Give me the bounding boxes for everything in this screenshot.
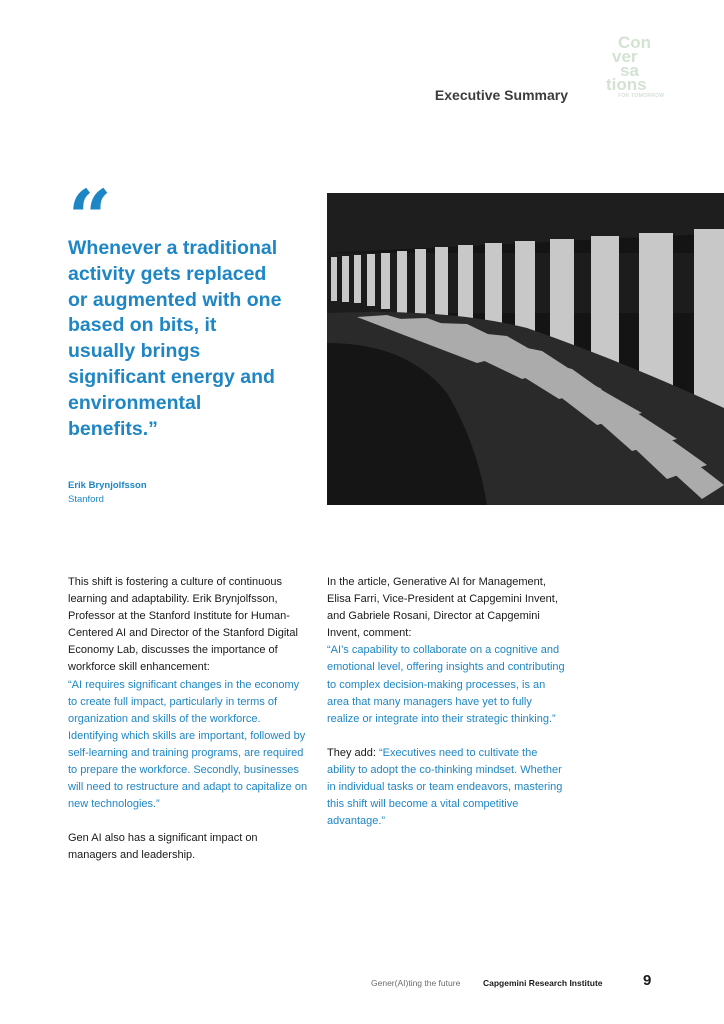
- body-paragraph: [327, 745, 567, 830]
- footer-publisher: Capgemini Research Institute: [483, 978, 603, 988]
- logo-line: Con: [618, 33, 652, 52]
- logo-line: ver: [612, 47, 638, 66]
- footer-report-title: Gener(AI)ting the future: [371, 978, 461, 988]
- photo-illustration: [327, 193, 724, 505]
- body-paragraph: In the article, Generative AI for Management, Elisa Farri, Vice-President at Capgemini Invent, and Gabriele Rosani, Director at Capgemini Invent, comment:: [327, 576, 558, 640]
- quote-author: Erik Brynjolfsson: [68, 480, 147, 491]
- section-title: Executive Summary: [434, 87, 568, 103]
- pull-quote: Whenever a traditional activity gets replaced or augmented with one based on bits, it usually brings significant energy and environmental benefits.”: [68, 237, 282, 440]
- logo-line: sa: [620, 61, 639, 80]
- right-column: [327, 574, 567, 830]
- they-add-label: They add:: [327, 746, 379, 759]
- page-number: 9: [643, 972, 652, 989]
- body-paragraph: Gen AI also has a significant impact on managers and leadership.: [68, 832, 258, 862]
- quote-mark-icon: “: [68, 173, 112, 262]
- logo-tagline: FOR TOMORROW: [618, 93, 665, 99]
- conversations-logo: [604, 33, 665, 102]
- quote-affiliation: Stanford: [68, 494, 104, 505]
- logo-line: tions: [606, 75, 647, 94]
- brynjolfsson-quote: “AI requires significant changes in the economy to create full impact, particularly in terms of organization and skills of the workforce. Identifying which skills are important, followed by self-learning and training programs, are required to prepare the workforce. Secondly, businesses will need to restructure and adapt to capitalize on new technologies.”: [68, 678, 308, 811]
- farri-rosani-quote: “AI’s capability to collaborate on a cognitive and emotional level, offering insights and contributing to complex decision-making processes, is an area that many managers have yet to fully realize or integrate into their strategic thinking.”: [327, 644, 565, 725]
- left-column: [68, 574, 308, 865]
- body-paragraph: This shift is fostering a culture of continuous learning and adaptability. Erik Brynjolfsson, Professor at the Stanford Institute for Human-Centered AI and Director of the Stanford Digital Economy Lab, discusses the importance of workforce skill enhancement:: [68, 576, 298, 674]
- executives-quote: “Executives need to cultivate the ability to adopt the co-thinking mindset. Whether in individual tasks or team endeavors, mastering this shift will become a vital competitive advantage.”: [327, 746, 563, 828]
- arcade-shadow-photo: [327, 193, 724, 505]
